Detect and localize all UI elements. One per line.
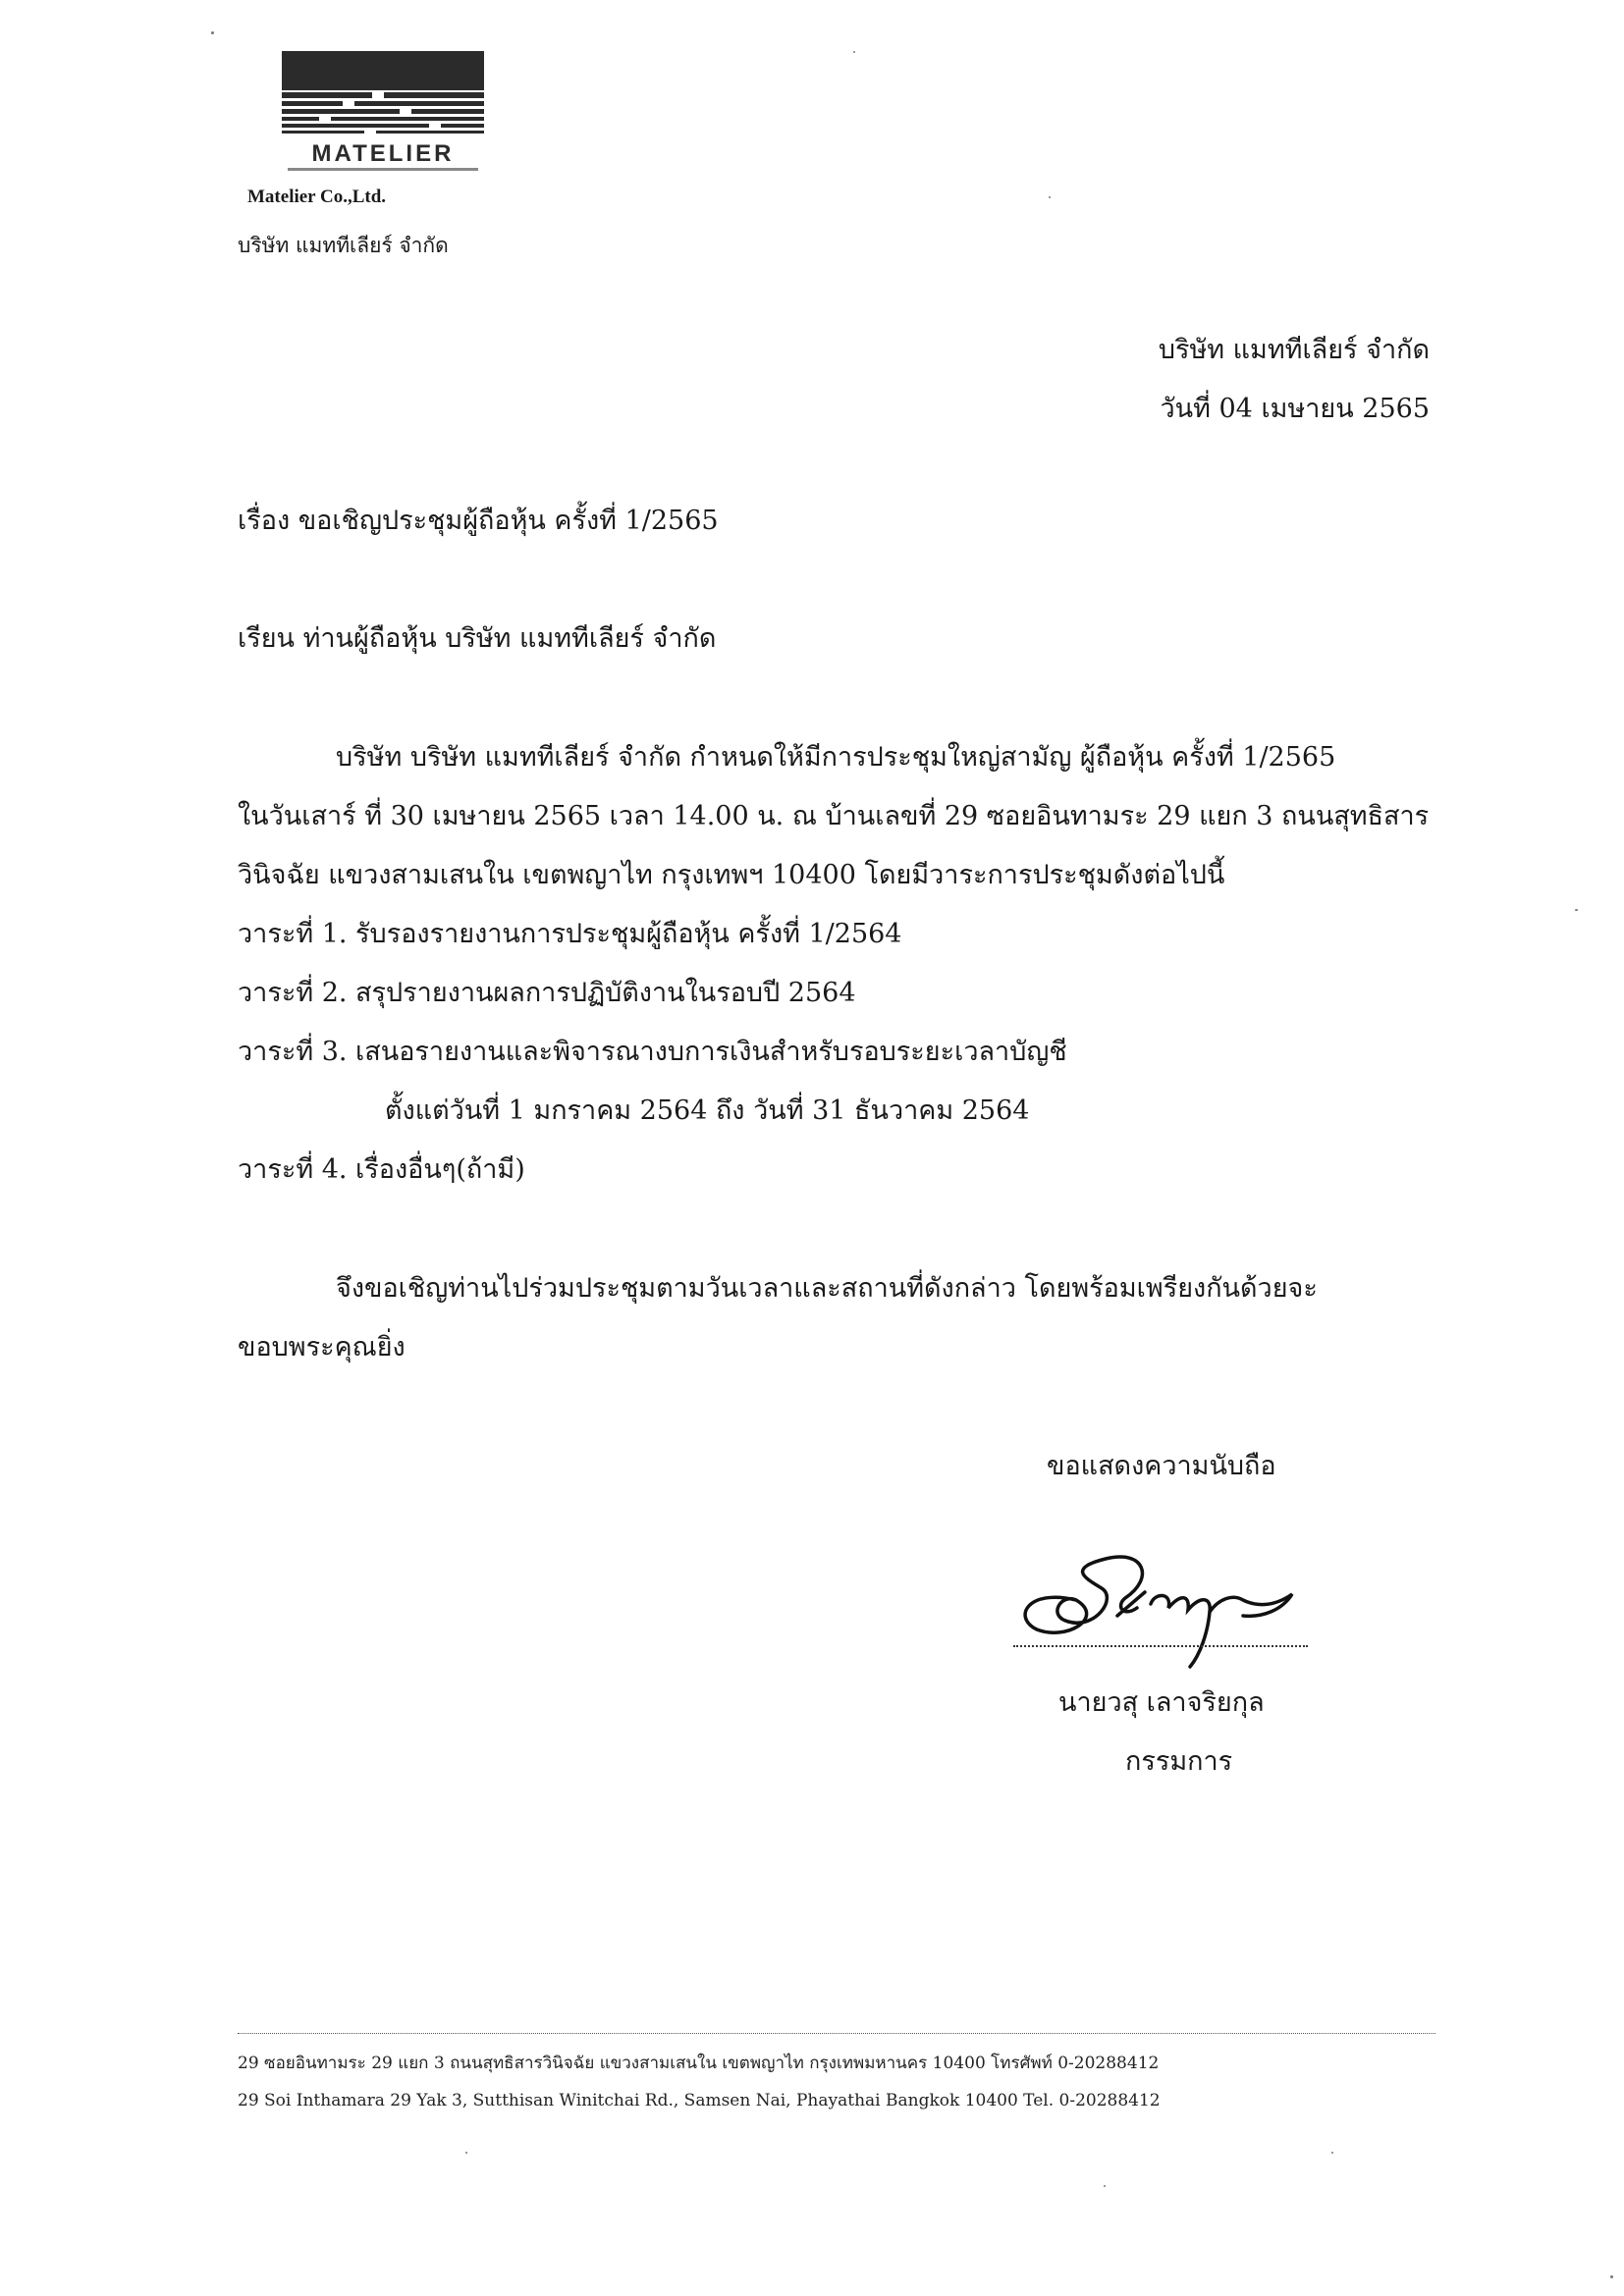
agenda-item-4: วาระที่ 4. เรื่องอื่นๆ(ถ้ามี) — [238, 1154, 525, 1185]
body-line-2: ในวันเสาร์ ที่ 30 เมษายน 2565 เวลา 14.00 น. ณ บ้านเลขที่ 29 ซอยอินทามระ 29 แยก 3 ถนนสุทธิสาร — [238, 801, 1430, 831]
sender-company: บริษัท แมททีเลียร์ จำกัด — [1158, 335, 1430, 365]
footer-divider — [238, 2033, 1435, 2034]
closing-regards: ขอแสดงความนับถือ — [1047, 1451, 1276, 1481]
handwritten-signature — [1007, 1539, 1312, 1677]
letter-subject: เรื่อง ขอเชิญประชุมผู้ถือหุ้น ครั้งที่ 1/2565 — [238, 506, 719, 536]
closing-line-1: จึงขอเชิญท่านไปร่วมประชุมตามวันเวลาและสถานที่ดังกล่าว โดยพร้อมเพรียงกันด้วยจะ — [336, 1273, 1318, 1304]
scan-speck — [853, 51, 855, 53]
letter-date: วันที่ 04 เมษายน 2565 — [1160, 394, 1430, 424]
letter-salutation: เรียน ท่านผู้ถือหุ้น บริษัท แมททีเลียร์ จำกัด — [238, 623, 717, 654]
footer-address-english: 29 Soi Inthamara 29 Yak 3, Sutthisan Winitchai Rd., Samsen Nai, Phayathai Bangkok 10400 Tel. 0-20288412 — [238, 2091, 1161, 2110]
company-name-english: Matelier Co.,Ltd. — [247, 187, 387, 207]
scan-speck — [1575, 909, 1578, 911]
scan-speck — [211, 31, 214, 34]
agenda-item-1: วาระที่ 1. รับรองรายงานการประชุมผู้ถือหุ้น ครั้งที่ 1/2564 — [238, 919, 902, 949]
scan-speck — [1104, 2185, 1106, 2187]
closing-line-2: ขอบพระคุณยิ่ง — [238, 1332, 406, 1362]
company-logo — [282, 51, 484, 177]
scan-speck — [1610, 2275, 1613, 2278]
signatory-title: กรรมการ — [1125, 1746, 1233, 1777]
footer-address-thai: 29 ซอยอินทามระ 29 แยก 3 ถนนสุทธิสารวินิจฉัย แขวงสามเสนใน เขตพญาไท กรุงเทพมหานคร 10400 โทรศัพท์ 0-20288412 — [238, 2054, 1160, 2073]
scan-speck — [465, 2152, 467, 2154]
signature-line — [1013, 1645, 1308, 1647]
signatory-name: นายวสุ เลาจริยกุล — [1058, 1687, 1265, 1718]
agenda-item-3: วาระที่ 3. เสนอรายงานและพิจารณางบการเงินสำหรับรอบระยะเวลาบัญชี — [238, 1037, 1067, 1067]
agenda-item-2: วาระที่ 2. สรุปรายงานผลการปฏิบัติงานในรอบปี 2564 — [238, 978, 856, 1008]
body-line-3: วินิจฉัย แขวงสามเสนใน เขตพญาไท กรุงเทพฯ 10400 โดยมีวาระการประชุมดังต่อไปนี้ — [238, 860, 1225, 890]
logo-wordmark: MATELIER — [311, 140, 455, 167]
agenda-item-3-continuation: ตั้งแต่วันที่ 1 มกราคม 2564 ถึง วันที่ 31 ธันวาคม 2564 — [385, 1095, 1030, 1126]
company-name-thai: บริษัท แมททีเลียร์ จำกัด — [238, 234, 449, 257]
scan-speck — [1331, 2152, 1333, 2154]
scan-speck — [1049, 196, 1051, 198]
body-line-1: บริษัท บริษัท แมททีเลียร์ จำกัด กำหนดให้มีการประชุมใหญ่สามัญ ผู้ถือหุ้น ครั้งที่ 1/2565 — [336, 742, 1336, 773]
